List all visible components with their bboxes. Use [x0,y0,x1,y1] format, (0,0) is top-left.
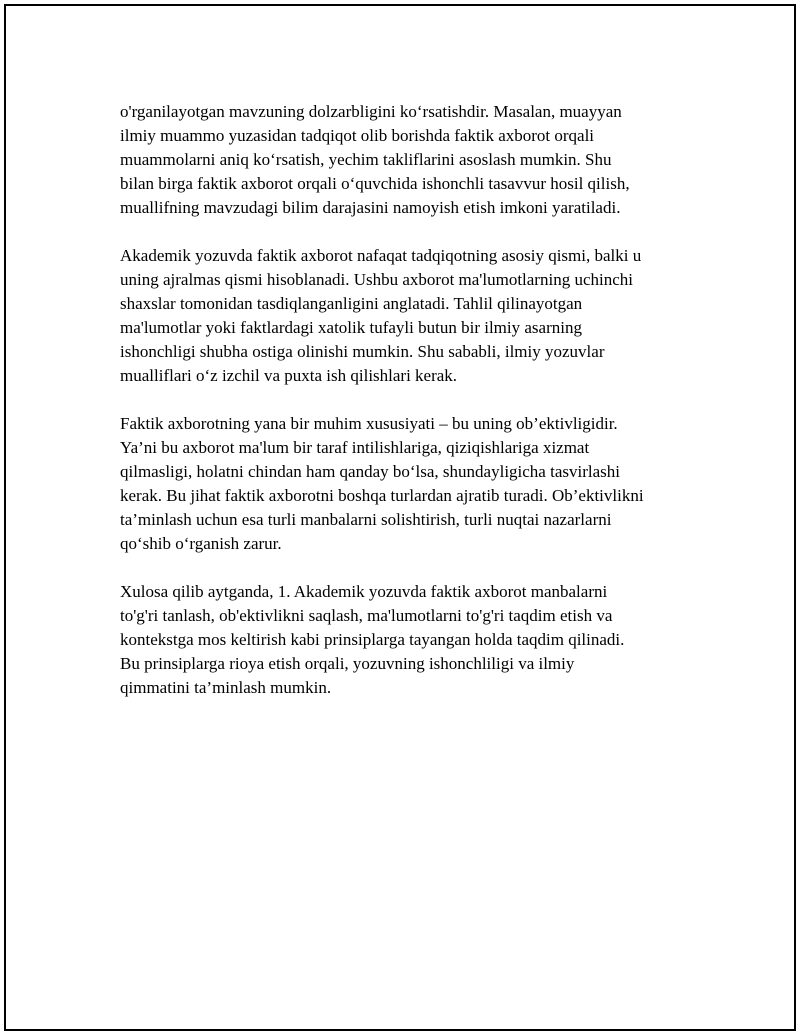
text-line: o'rganilayotgan mavzuning dolzarbligini ko‘rsatishdir. Masalan, muayyan [120,102,622,121]
paragraph-3 [120,412,700,556]
text-line: kerak. Bu jihat faktik axborotni boshqa turlardan ajratib turadi. Ob’ektivlikni [120,486,644,505]
text-line: ilmiy muammo yuzasidan tadqiqot olib borishda faktik axborot orqali [120,126,595,145]
text-line: Xulosa qilib aytganda, 1. Akademik yozuvda faktik axborot manbalarni [120,582,608,601]
text-line: qo‘shib o‘rganish zarur. [120,534,282,553]
text-line: ishonchligi shubha ostiga olinishi mumkin. Shu sababli, ilmiy yozuvlar [120,342,605,361]
text-line: bilan birga faktik axborot orqali o‘quvchida ishonchli tasavvur hosil qilish, [120,174,630,193]
text-line: to'g'ri tanlash, ob'ektivlikni saqlash, ma'lumotlarni to'g'ri taqdim etish va [120,606,613,625]
document-body [120,100,700,724]
text-line: kontekstga mos keltirish kabi prinsiplarga tayangan holda taqdim qilinadi. [120,630,625,649]
paragraph-4 [120,580,700,700]
text-line: Ya’ni bu axborot ma'lum bir taraf intilishlariga, qiziqishlariga xizmat [120,438,590,457]
paragraph-1 [120,100,700,220]
text-line: Faktik axborotning yana bir muhim xususiyati – bu uning ob’ektivligidir. [120,414,618,433]
text-line: muallifning mavzudagi bilim darajasini namoyish etish imkoni yaratiladi. [120,198,621,217]
text-line: Bu prinsiplarga rioya etish orqali, yozuvning ishonchliligi va ilmiy [120,654,575,673]
text-line: qimmatini ta’minlash mumkin. [120,678,332,697]
text-line: ta’minlash uchun esa turli manbalarni solishtirish, turli nuqtai nazarlarni [120,510,612,529]
text-line: Akademik yozuvda faktik axborot nafaqat tadqiqotning asosiy qismi, balki u [120,246,642,265]
text-line: muammolarni aniq ko‘rsatish, yechim takliflarini asoslash mumkin. Shu [120,150,612,169]
document-page [4,4,796,1031]
text-line: ma'lumotlar yoki faktlardagi xatolik tufayli butun bir ilmiy asarning [120,318,582,337]
text-line: mualliflari o‘z izchil va puxta ish qilishlari kerak. [120,366,458,385]
text-line: shaxslar tomonidan tasdiqlanganligini anglatadi. Tahlil qilinayotgan [120,294,583,313]
text-line: qilmasligi, holatni chindan ham qanday bo‘lsa, shundayligicha tasvirlashi [120,462,620,481]
paragraph-2 [120,244,700,388]
text-line: uning ajralmas qismi hisoblanadi. Ushbu axborot ma'lumotlarning uchinchi [120,270,633,289]
